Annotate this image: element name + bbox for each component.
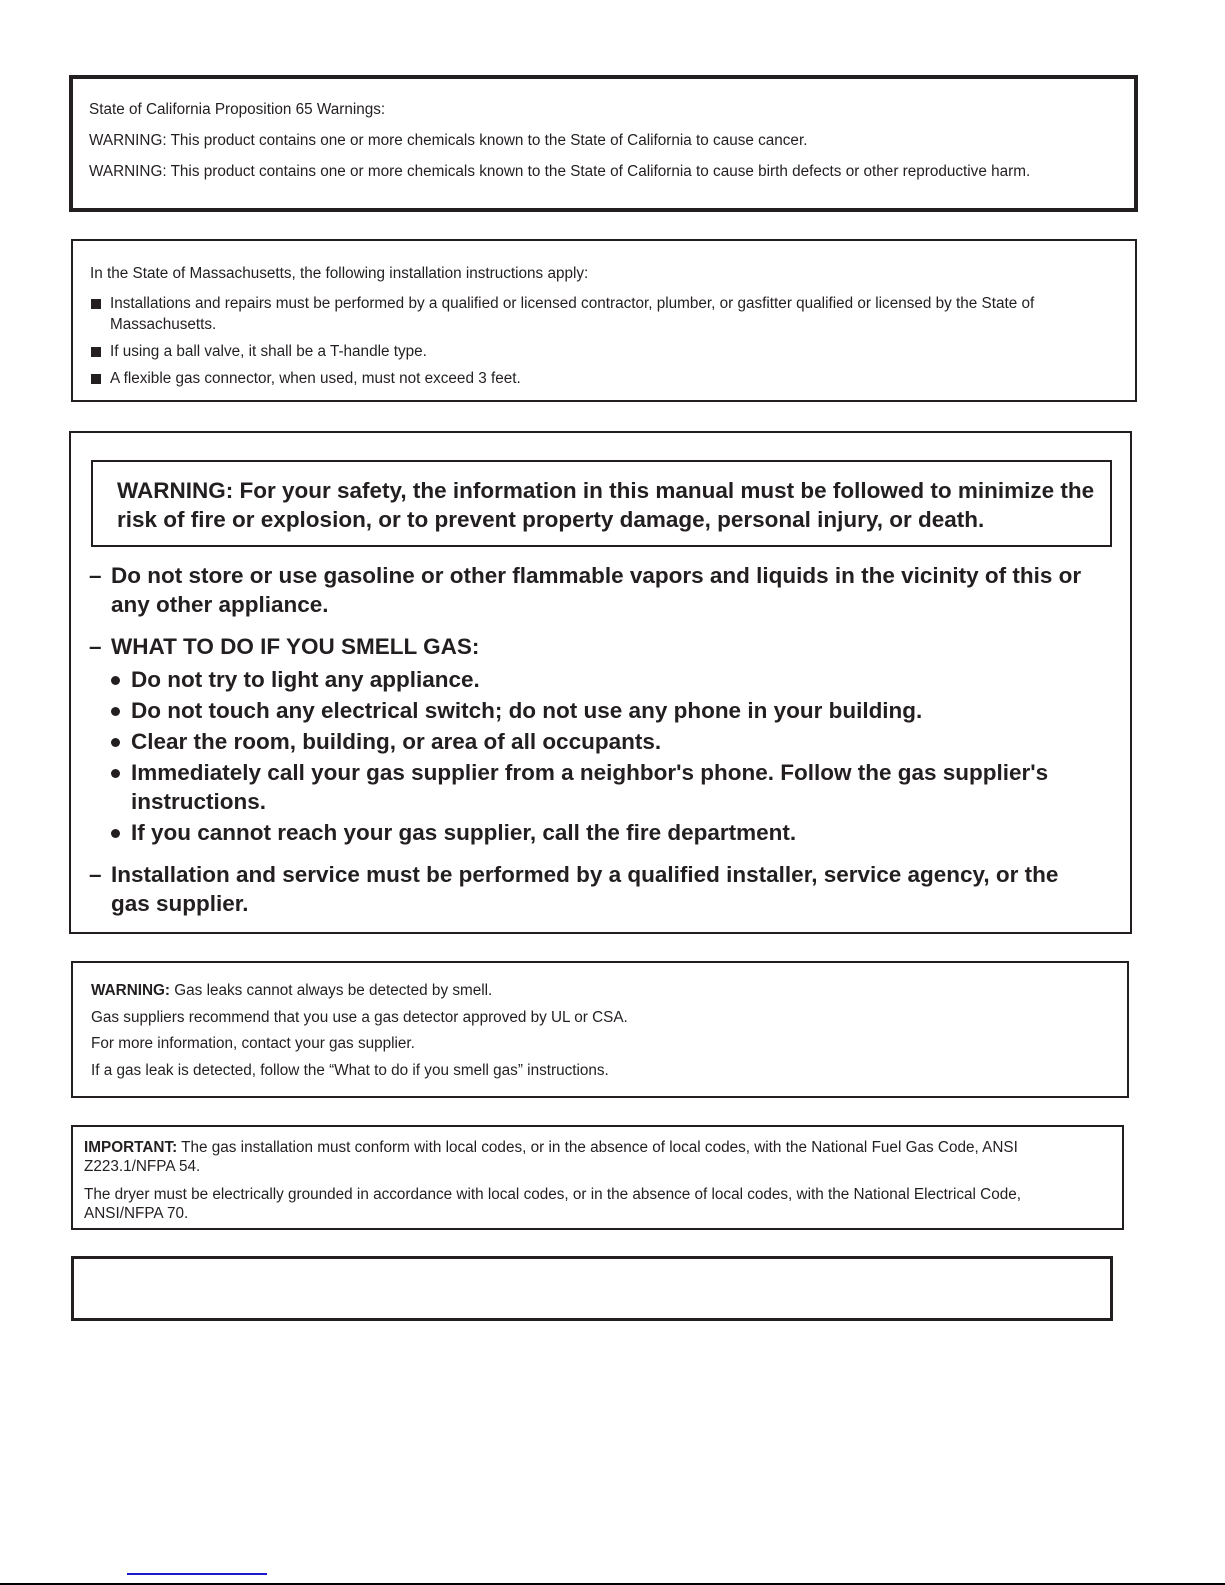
list-item — [90, 341, 1120, 362]
footer-link-underline[interactable] — [127, 1573, 267, 1575]
dash-marker: – — [89, 563, 102, 588]
list-item-text: If using a ball valve, it shall be a T-handle type. — [110, 343, 427, 360]
list-item-text: Clear the room, building, or area of all occupants. — [131, 729, 662, 754]
warning-label: WARNING: — [91, 982, 171, 999]
massachusetts-list — [90, 293, 1135, 389]
dot-bullet-icon — [111, 829, 120, 838]
list-item — [90, 368, 1120, 389]
list-item-text: Installations and repairs must be performed by a qualified or licensed contractor, plumber, or gasfitter qualified or licensed by the State of Massachusetts. — [110, 295, 1035, 333]
prop65-cancer-warning: WARNING: This product contains one or more chemicals known to the State of California to cause cancer. — [89, 132, 808, 149]
safety-headline: WARNING: For your safety, the information in this manual must be followed to minimize the risk of fire or explosion, or to prevent property damage, personal injury, or death. — [117, 478, 1095, 532]
gas-safety-warning-box — [69, 431, 1132, 934]
empty-notice-box — [71, 1256, 1113, 1321]
dash-marker: – — [89, 634, 102, 659]
important-gas-code-text: The gas installation must conform with local codes, or in the absence of local codes, with the National Fuel Gas Code, ANSI Z223.1/NFPA 54. — [84, 1139, 1018, 1175]
flammable-vapors-item — [89, 561, 1119, 619]
square-bullet-icon — [91, 299, 101, 309]
flammable-vapors-text: Do not store or use gasoline or other flammable vapors and liquids in the vicinity of this or any other appliance. — [111, 563, 1082, 617]
massachusetts-intro: In the State of Massachusetts, the following installation instructions apply: — [90, 265, 589, 282]
safety-headline-box — [91, 460, 1112, 547]
list-item-text: If you cannot reach your gas supplier, call the fire department. — [131, 820, 797, 845]
prop65-title: State of California Proposition 65 Warnings: — [89, 101, 386, 118]
smell-gas-heading: WHAT TO DO IF YOU SMELL GAS: — [111, 634, 480, 659]
gas-leak-line-2: Gas suppliers recommend that you use a gas detector approved by UL or CSA. — [91, 1008, 628, 1026]
smell-gas-section — [89, 632, 1119, 847]
prop65-reproductive-warning: WARNING: This product contains one or more chemicals known to the State of California to cause birth defects or other reproductive harm. — [89, 163, 1031, 180]
list-item — [111, 696, 1119, 725]
dot-bullet-icon — [111, 769, 120, 778]
dot-bullet-icon — [111, 738, 120, 747]
list-item-text: Immediately call your gas supplier from a neighbor's phone. Follow the gas supplier's instructions. — [131, 760, 1049, 814]
prop65-warning-box — [69, 75, 1138, 212]
gas-leak-line-1-text: Gas leaks cannot always be detected by smell. — [170, 982, 493, 999]
important-electrical-code: The dryer must be electrically grounded in accordance with local codes, or in the absence of local codes, with the National Electrical Code, ANSI/NFPA 70. — [84, 1186, 1022, 1222]
list-item — [111, 758, 1119, 816]
dash-marker: – — [89, 862, 102, 887]
smell-gas-steps — [111, 665, 1119, 847]
square-bullet-icon — [91, 347, 101, 357]
list-item-text: Do not try to light any appliance. — [131, 667, 480, 692]
list-item — [111, 665, 1119, 694]
list-item — [90, 293, 1120, 335]
list-item-text: A flexible gas connector, when used, must not exceed 3 feet. — [110, 370, 521, 387]
dot-bullet-icon — [111, 707, 120, 716]
gas-leak-line-1 — [91, 980, 1127, 1001]
list-item-text: Do not touch any electrical switch; do not use any phone in your building. — [131, 698, 923, 723]
gas-leak-line-3: For more information, contact your gas supplier. — [91, 1035, 415, 1052]
dot-bullet-icon — [111, 676, 120, 685]
qualified-installer-item — [89, 860, 1119, 918]
list-item — [111, 727, 1119, 756]
important-gas-code — [84, 1138, 1094, 1176]
important-codes-box — [71, 1125, 1124, 1230]
qualified-installer-text: Installation and service must be performed by a qualified installer, service agency, or the gas supplier. — [111, 862, 1059, 916]
massachusetts-instructions-box — [71, 239, 1137, 402]
list-item — [111, 818, 1119, 847]
important-label: IMPORTANT: — [84, 1139, 178, 1156]
safety-instructions — [89, 561, 1119, 918]
gas-leak-warning-box — [71, 961, 1129, 1098]
square-bullet-icon — [91, 374, 101, 384]
gas-leak-line-4: If a gas leak is detected, follow the “What to do if you smell gas” instructions. — [91, 1061, 609, 1079]
